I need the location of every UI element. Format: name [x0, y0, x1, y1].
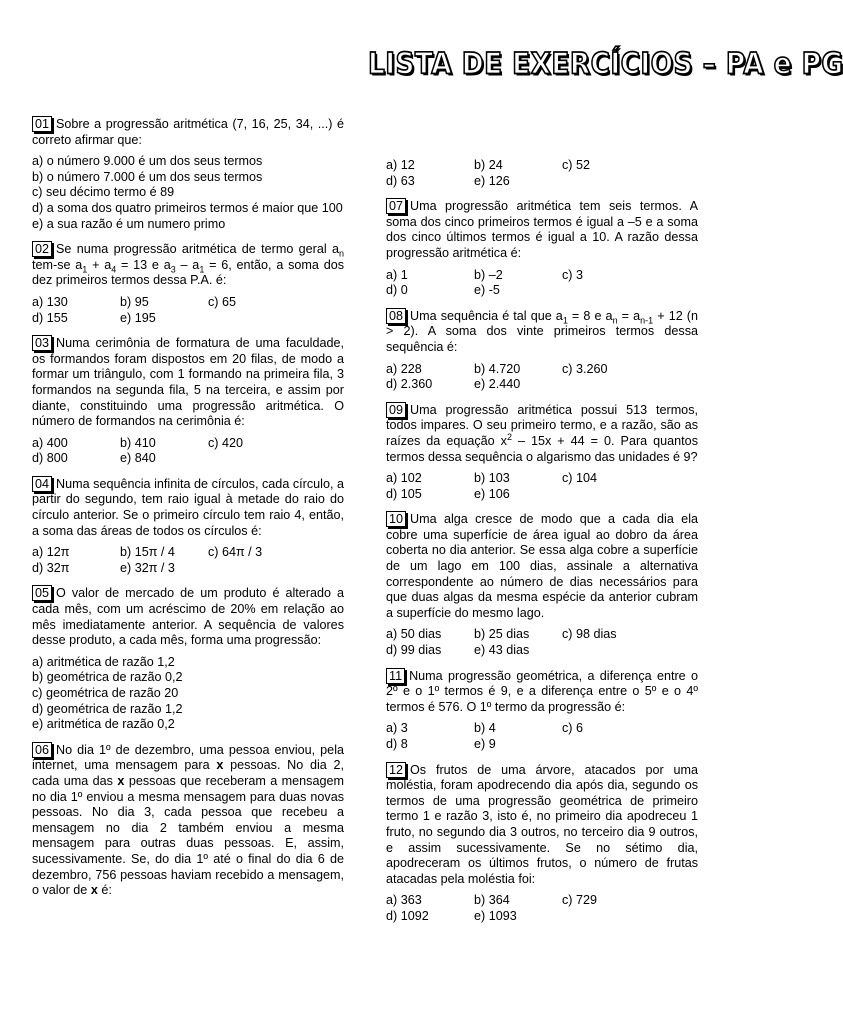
option: e) aritmética de razão 0,2: [32, 717, 175, 732]
question-01: [32, 116, 344, 148]
options-grid: [386, 721, 698, 752]
options-grid: [32, 436, 344, 467]
option: d) 32π: [32, 560, 70, 575]
option: e) 32π / 3: [120, 560, 175, 575]
variable-x: x: [117, 773, 125, 788]
page-title: LISTA DE EXERCÍCIOS – PA e PG: [368, 46, 843, 81]
option: b) 103: [474, 471, 510, 486]
option: b) 25 dias: [474, 627, 530, 642]
question-number: 10: [386, 511, 406, 527]
option: d) 99 dias: [386, 643, 442, 658]
question-05: [32, 585, 344, 648]
question-number: 08: [386, 308, 406, 324]
question-text: No dia 1º de dezembro, uma pessoa enviou, pela internet, uma mensagem para: [32, 742, 344, 773]
question-11: [386, 668, 698, 716]
option: c) 52: [562, 158, 590, 172]
option: d) 800: [32, 451, 68, 466]
subscript: n: [612, 315, 618, 326]
question-text: – a: [175, 257, 200, 272]
options-grid: [386, 362, 698, 393]
option: c) 6: [562, 721, 583, 736]
question-text: = 6, então, a soma dos dez primeiros termos dessa P.A. é:: [32, 257, 344, 288]
question-08: [386, 308, 698, 356]
options-list: [32, 655, 344, 733]
question-number: 02: [32, 241, 52, 257]
options-grid: [386, 627, 698, 658]
options-grid: [32, 545, 344, 576]
option: a) aritmética de razão 1,2: [32, 654, 175, 669]
option: b) 410: [120, 435, 156, 450]
question-number: 07: [386, 198, 406, 214]
question-text: Numa progressão geométrica, a diferença entre o 2º e o 1º termos é 9, e a diferença entre o 5º e o 4º termos é 576. O 1º termo da progressão é:: [386, 668, 698, 714]
subscript: n-1: [640, 315, 654, 326]
subscript: 4: [111, 264, 117, 275]
option: e) -5: [474, 283, 500, 298]
variable-x: x: [216, 758, 224, 773]
option: a) 50 dias: [386, 627, 442, 642]
question-text: pessoas que receberam a mensagem no dia 1º enviou a mesma mensagem para duas novas pessoas. No dia 3, cada pessoa que recebeu a mensagem no dia 2 também enviou a mesma mensagem para outras duas pessoas. E, assim, sucessivamente. Se, do dia 1º até o final do dia 6 de dezembro, 756 pessoas haviam recebido a mensagem, o valor de: [32, 773, 344, 898]
question-number: 11: [386, 668, 405, 684]
question-number: 03: [32, 335, 52, 351]
option: a) 228: [386, 361, 422, 376]
question-text: Uma sequência é tal que a: [410, 308, 563, 323]
option: d) 0: [386, 283, 408, 298]
question-text: = a: [617, 308, 641, 323]
option: c) 64π / 3: [208, 545, 263, 560]
question-text: O valor de mercado de um produto é alterado a cada mês, com um acréscimo de 20% em relação ao mês imediatamente anterior. A sequência de valores desse produto, a cada mês, forma uma progressão:: [32, 586, 344, 648]
question-text: Uma alga cresce de modo que a cada dia ela cobre uma superfície de área igual ao dobro da área coberta no dia anterior. Se essa alga cobre a superfície de um lago em 100 dias, assinale a alternativa correspondente ao número de dias necessários para que duas algas da mesma espécie da anterior cubram a superfície do mesmo lago.: [386, 512, 698, 620]
option: a) 12: [386, 158, 415, 172]
question-09: [386, 402, 698, 465]
option: c) 65: [208, 294, 236, 309]
option: d) 1092: [386, 908, 429, 923]
question-text: Uma progressão aritmética tem seis termos. A soma dos cinco primeiros termos é igual a –5 e a soma dos cinco últimos termos é igual a 10. A razão dessa progressão aritmética é:: [386, 199, 698, 260]
option: b) –2: [474, 267, 503, 282]
option: c) 3.260: [562, 361, 608, 376]
option: a) o número 9.000 é um dos seus termos: [32, 154, 263, 169]
question-06: [32, 742, 344, 899]
option: b) 95: [120, 294, 149, 309]
subscript: 1: [562, 315, 568, 326]
question-number: 06: [32, 742, 52, 758]
question-text: Sobre a progressão aritmética (7, 16, 25, 34, ...) é correto afirmar que:: [32, 117, 344, 147]
option: b) geométrica de razão 0,2: [32, 670, 183, 685]
question-text: Uma progressão aritmética possui 513 termos, todos impares. O seu primeiro termo, e a razão, são as raízes da equação x: [386, 402, 698, 448]
question-text: pessoas. No dia 2, cada uma das: [32, 758, 344, 788]
option: b) 24: [474, 158, 503, 172]
question-number: 05: [32, 585, 52, 601]
question-12: [386, 762, 698, 888]
question-number: 09: [386, 402, 406, 418]
question-02: [32, 241, 344, 289]
option: b) 364: [474, 893, 510, 908]
question-text: tem-se a: [32, 257, 83, 272]
option: c) 3: [562, 267, 583, 282]
question-text: = 8 e a: [567, 308, 613, 323]
question-10: [386, 511, 698, 621]
option: b) 15π / 4: [120, 545, 175, 560]
option: a) 12π: [32, 545, 70, 560]
subscript: 3: [170, 264, 176, 275]
subscript: 1: [199, 264, 205, 275]
option: a) 400: [32, 435, 68, 450]
option: c) 98 dias: [562, 627, 617, 642]
options-list: [32, 154, 344, 232]
option: b) 4.720: [474, 361, 521, 376]
option: d) 2.360: [386, 377, 433, 392]
variable-x: x: [90, 883, 98, 898]
option: e) 2.440: [474, 377, 521, 392]
option: c) geométrica de razão 20: [32, 686, 179, 700]
option: c) 729: [562, 893, 598, 908]
option: b) o número 7.000 é um dos seus termos: [32, 169, 263, 184]
option: d) 63: [386, 173, 415, 188]
option: c) 104: [562, 471, 598, 486]
option: e) 840: [120, 451, 156, 466]
left-column: [32, 116, 344, 899]
options-grid: [386, 268, 698, 299]
option: c) 420: [208, 435, 244, 450]
question-03: [32, 335, 344, 430]
option: a) 3: [386, 721, 408, 736]
option: a) 102: [386, 471, 422, 486]
option: e) 195: [120, 310, 156, 325]
options-grid: [386, 471, 698, 502]
option: e) 106: [474, 486, 510, 501]
question-text: Se numa progressão aritmética de termo geral a: [56, 242, 339, 257]
option: d) a soma dos quatro primeiros termos é maior que 100: [32, 200, 343, 215]
superscript: 2: [506, 431, 512, 442]
question-text: Numa cerimônia de formatura de uma faculdade, os formandos foram dispostos em 20 filas, de modo a formar um triângulo, com 1 formando na primeira fila, 3 formandos na segunda fila, 5 na terceira, e assim por diante, constituindo uma progressão aritmética. O número de formandos na cerimônia é:: [32, 336, 344, 429]
options-grid: [386, 158, 698, 189]
question-number: 12: [386, 762, 406, 778]
question-text: Os frutos de uma árvore, atacados por uma moléstia, foram apodrecendo dia após dia, segundo os termos de uma progressão geométrica de primeiro termo 1 e razão 3, isto é, no primeiro dia apodreceu 1 fruto, no segundo dia 3 outros, no terceiro dia 9 outros, e assim sucessivamente. Se no sétimo dia, apodreceram os últimos frutos, o número de frutas atacadas pela moléstia foi:: [386, 762, 698, 886]
option: a) 1: [386, 267, 408, 282]
option: e) 9: [474, 737, 496, 751]
option: d) 105: [386, 486, 422, 501]
subscript: n: [338, 248, 344, 259]
right-column: [386, 116, 698, 925]
option: b) 4: [474, 721, 496, 736]
options-grid: [386, 893, 698, 924]
option: e) a sua razão é um numero primo: [32, 216, 226, 231]
option: e) 1093: [474, 908, 517, 923]
question-number: 04: [32, 476, 52, 492]
option: d) geométrica de razão 1,2: [32, 701, 183, 716]
question-number: 01: [32, 116, 52, 132]
question-text: – 15x + 44 = 0. Para quantos termos dessa sequência o algarismo das unidades é 9?: [386, 433, 698, 464]
option: e) 126: [474, 173, 510, 188]
option: e) 43 dias: [474, 643, 530, 658]
option: d) 8: [386, 737, 408, 751]
option: d) 155: [32, 310, 68, 325]
question-text: Numa sequência infinita de círculos, cada círculo, a partir do segundo, tem raio igual à metade do raio do círculo anterior. Se o primeiro círculo tem raio 4, então, a soma das áreas de todos os círculos é:: [32, 476, 344, 538]
subscript: 1: [82, 264, 88, 275]
question-text: + a: [87, 257, 112, 272]
question-07: [386, 198, 698, 261]
option: c) seu décimo termo é 89: [32, 185, 175, 200]
question-text: = 13 e a: [116, 257, 171, 272]
option: a) 130: [32, 294, 68, 309]
option: a) 363: [386, 893, 422, 908]
question-text: + 12 (n > 2). A soma dos vinte primeiros termos dessa sequência é:: [386, 308, 698, 354]
question-text: é:: [97, 883, 112, 898]
question-04: [32, 476, 344, 539]
options-grid: [32, 295, 344, 326]
